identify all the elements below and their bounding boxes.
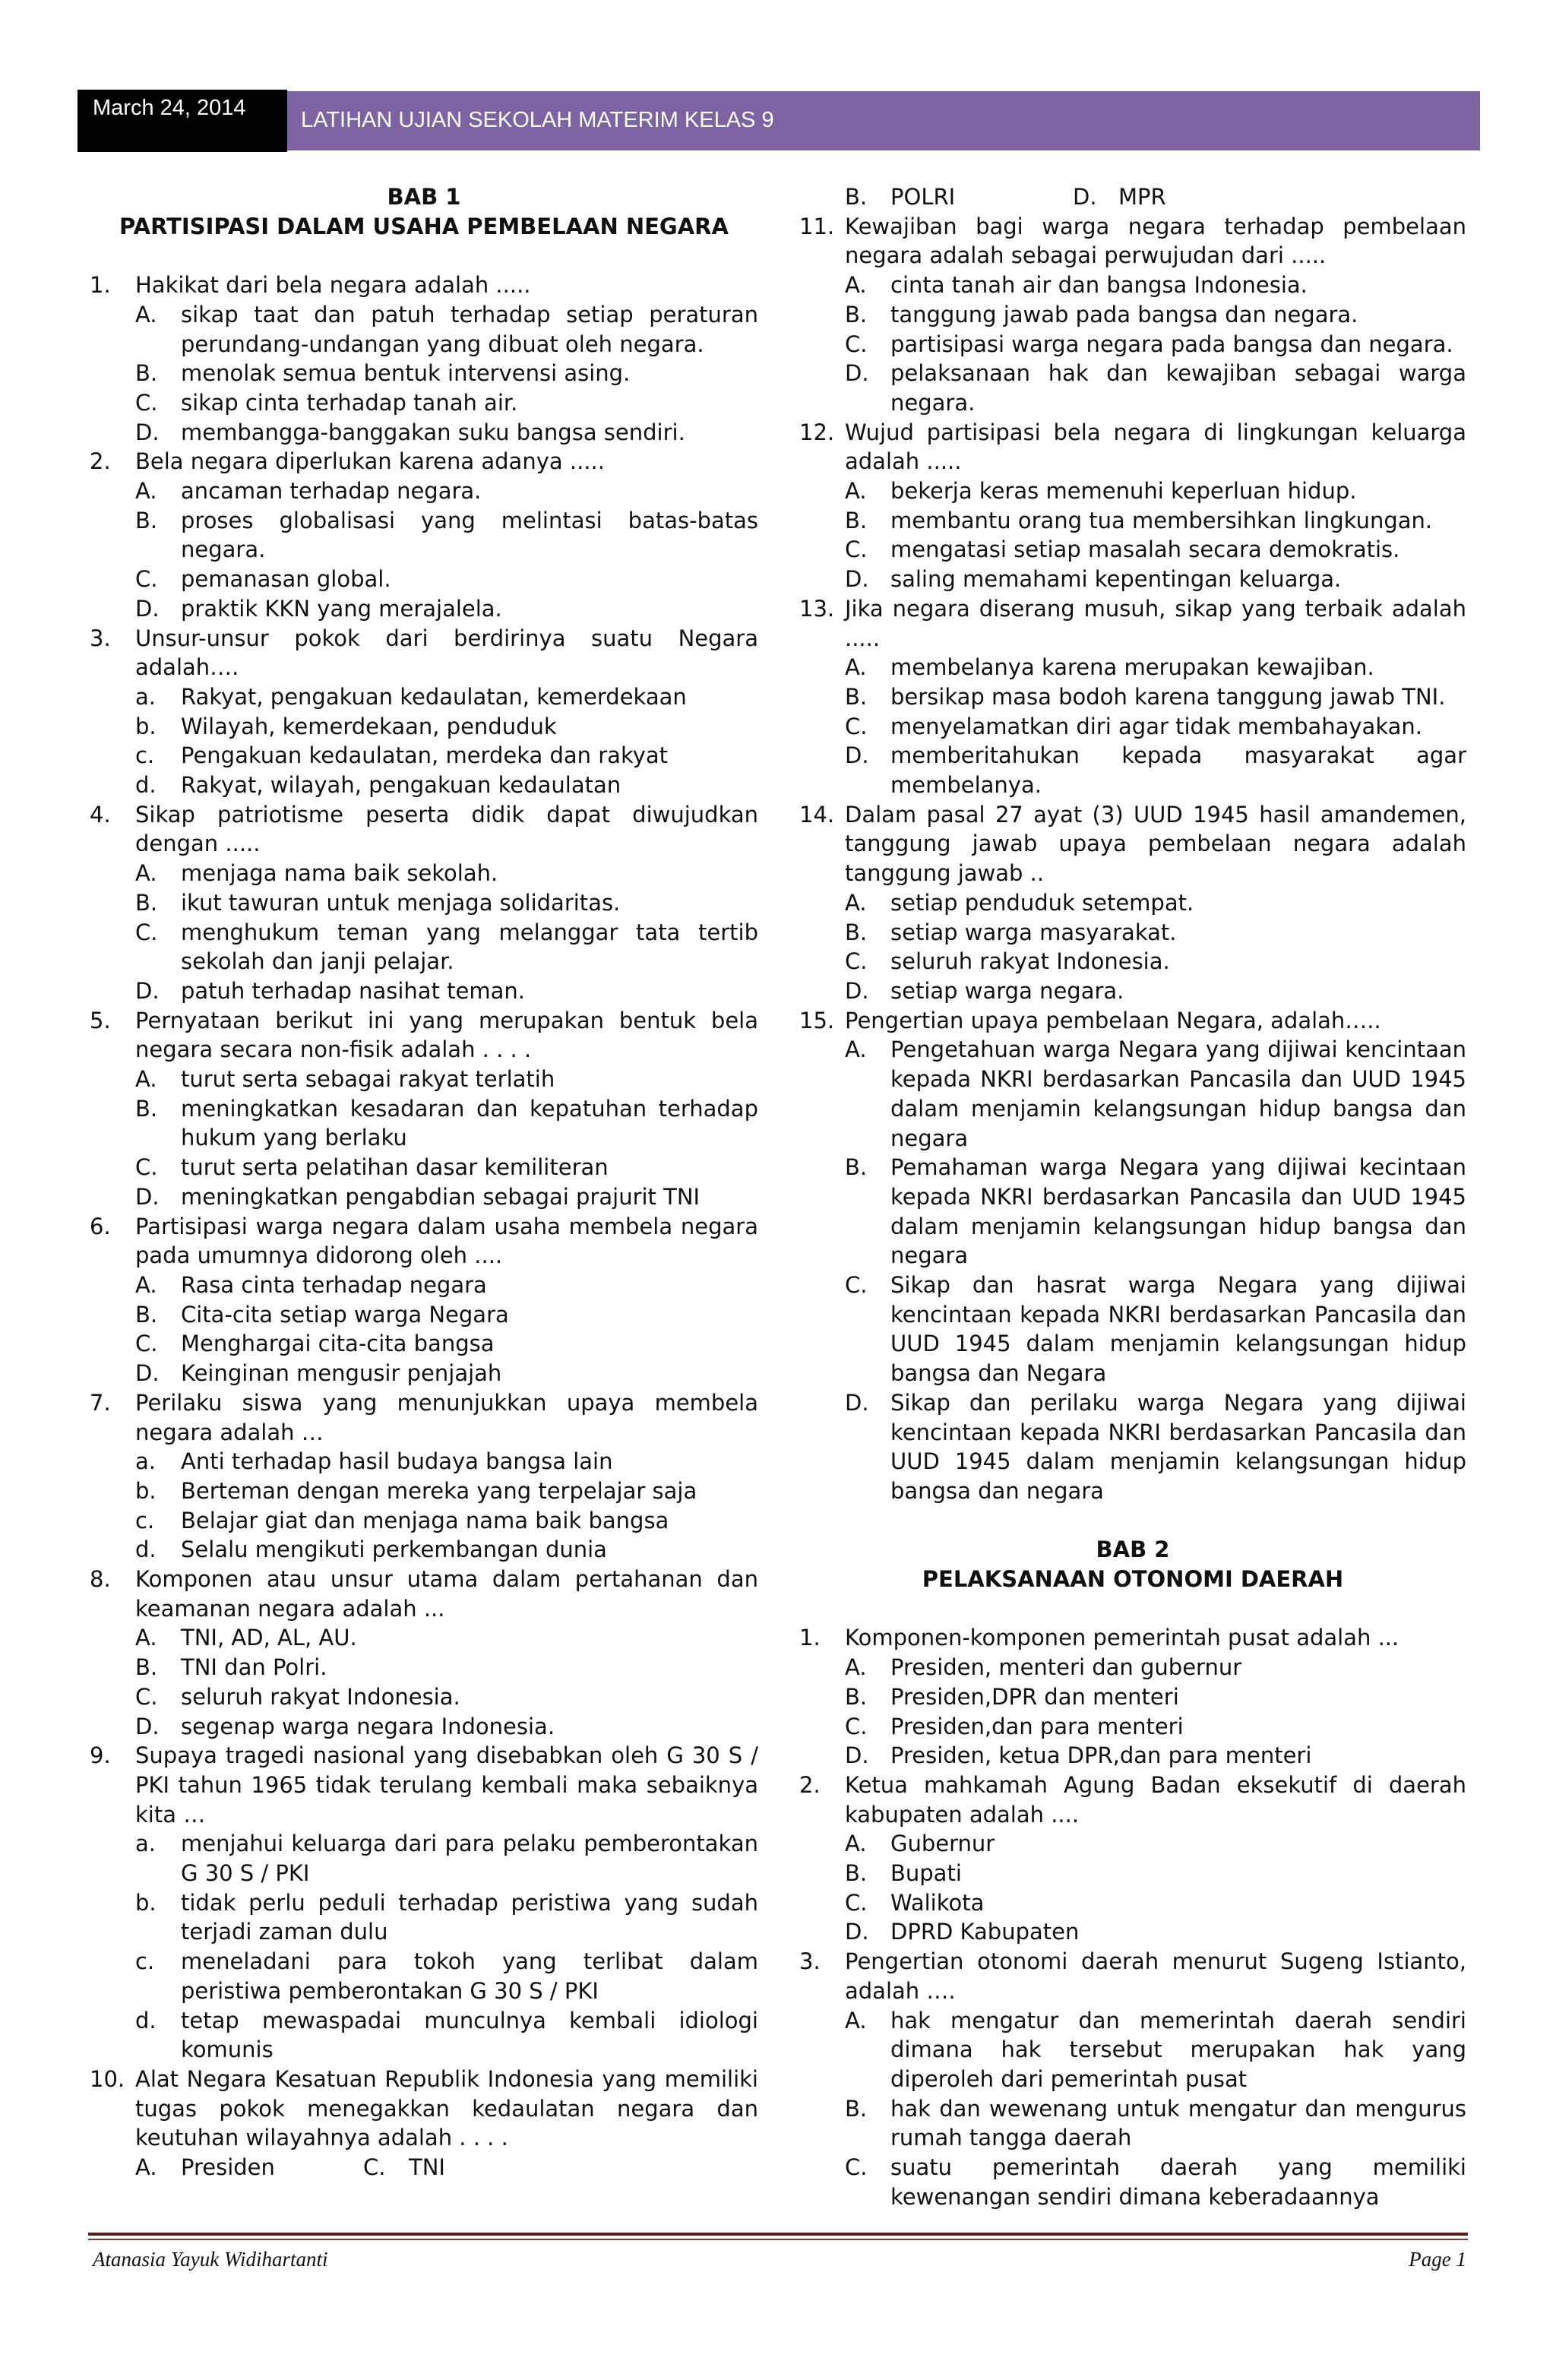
option-text: Rasa cinta terhadap negara: [181, 1272, 487, 1298]
option-letter: D.: [135, 1360, 160, 1387]
option-text: Bupati: [890, 1860, 962, 1887]
question-item: [90, 1212, 758, 1271]
option-text: ikut tawuran untuk menjaga solidaritas.: [181, 889, 621, 916]
option-letter: b.: [135, 1889, 157, 1916]
bab1-question-list: [90, 271, 758, 2065]
question-text: Pernyataan berikut ini yang merupakan bentuk bela negara secara non-fisik adalah . . . .: [135, 1007, 758, 1063]
option-item: [845, 1035, 1466, 1153]
option-letter: D.: [135, 1713, 160, 1739]
option-text: setiap warga negara.: [890, 977, 1124, 1004]
option-letter: A.: [135, 1272, 157, 1298]
option-item: [135, 418, 758, 448]
option-text: Belajar giat dan menjaga nama baik bangsa: [181, 1507, 669, 1533]
question-text: Kewajiban bagi warga negara terhadap pembelaan negara adalah sebagai perwujudan dari .....: [845, 213, 1466, 269]
question-text: Jika negara diserang musuh, sikap yang terbaik adalah .....: [845, 595, 1466, 651]
option-letter: B.: [845, 1860, 868, 1887]
option-letter: B.: [845, 683, 868, 710]
option-letter: D.: [845, 977, 869, 1004]
option-item: [845, 741, 1466, 799]
option-text: pemanasan global.: [181, 566, 391, 593]
option-text: Presiden: [181, 2154, 275, 2181]
option-letter: c.: [135, 1507, 155, 1533]
option-text: Wilayah, kemerdekaan, penduduk: [181, 713, 557, 739]
option-letter: D.: [845, 360, 869, 387]
option-letter: d.: [135, 2007, 157, 2033]
option-item: [135, 859, 758, 888]
option-letter: D.: [1073, 184, 1097, 210]
option-text: menyelamatkan diri agar tidak membahayakan.: [890, 713, 1422, 739]
question-number: 12.: [799, 419, 835, 445]
option-item: [845, 535, 1466, 565]
option-text: patuh terhadap nasihat teman.: [181, 977, 525, 1004]
option-text: membelanya karena merupakan kewajiban.: [890, 654, 1374, 681]
option-text: bekerja keras memenuhi keperluan hidup.: [890, 478, 1357, 505]
option-row: [135, 2153, 758, 2182]
question-text: Wujud partisipasi bela negara di lingkungan keluarga adalah .....: [845, 419, 1466, 475]
option-letter: B.: [845, 1683, 868, 1710]
option-text: menjahui keluarga dari para pelaku pemberontakan G 30 S / PKI: [181, 1831, 758, 1887]
question-item: [799, 594, 1466, 653]
option-item: [135, 1506, 758, 1536]
option-item: [845, 653, 1466, 682]
option-item: [135, 1682, 758, 1712]
question-number: 13.: [799, 595, 835, 622]
option-item: [135, 1153, 758, 1182]
option-letter: D.: [135, 419, 160, 445]
option-text: setiap penduduk setempat.: [890, 889, 1194, 916]
option-item: [845, 330, 1466, 359]
option-text: Presiden,dan para menteri: [890, 1713, 1184, 1739]
option-item: [845, 476, 1466, 506]
option-item: [845, 712, 1466, 742]
option-letter: B.: [135, 360, 158, 387]
option-text: menjaga nama baik sekolah.: [181, 860, 498, 887]
option-item: [135, 300, 758, 359]
option-letter: D.: [845, 566, 869, 593]
option-letter: B.: [135, 1654, 158, 1681]
question-text: Sikap patriotisme peserta didik dapat diwujudkan dengan .....: [135, 801, 758, 857]
option-letter: A.: [845, 2007, 867, 2033]
option-item: [135, 1653, 758, 1682]
option-item: [845, 271, 1466, 300]
footer-rule: [88, 2233, 1468, 2236]
option-letter: B.: [845, 919, 868, 945]
question-text: Pengertian otonomi daerah menurut Sugeng Istianto, adalah ….: [845, 1948, 1466, 2004]
option-letter: a.: [135, 1448, 156, 1475]
option-item: [845, 2153, 1466, 2211]
option-letter: A.: [845, 1831, 867, 1857]
question-item: [90, 800, 758, 859]
option-item: [135, 976, 758, 1006]
option-text: Berteman dengan mereka yang terpelajar saja: [181, 1477, 697, 1504]
option-text: tidak perlu peduli terhadap peristiwa yang sudah terjadi zaman dulu: [181, 1889, 758, 1945]
option-letter: A.: [135, 2154, 157, 2181]
option-item: [845, 682, 1466, 712]
option-item: [135, 1065, 758, 1094]
option-text: ancaman terhadap negara.: [181, 478, 482, 505]
bab1-title: PARTISIPASI DALAM USAHA PEMBELAAN NEGARA: [119, 213, 729, 239]
option-letter: A.: [845, 1654, 867, 1681]
option-item: [135, 1535, 758, 1565]
option-item: [845, 1888, 1466, 1918]
option-letter: C.: [135, 1331, 158, 1357]
question-number: 10.: [90, 2065, 125, 2092]
option-letter: c.: [135, 1948, 155, 1975]
option-letter: A.: [845, 272, 867, 299]
option-letter: B.: [135, 889, 158, 916]
question-item: [90, 1006, 758, 1065]
footer-author: Atanasia Yayuk Widihartanti: [93, 2248, 328, 2271]
option-letter: A.: [845, 654, 867, 681]
option-item: [135, 888, 758, 918]
option-letter: C.: [845, 2154, 868, 2181]
question-item: [90, 624, 758, 682]
option-text: POLRI: [890, 184, 956, 210]
option-letter: C.: [363, 2154, 386, 2181]
option-item: [135, 1623, 758, 1653]
option-letter: C.: [135, 1683, 158, 1710]
option-text: Selalu mengikuti perkembangan dunia: [181, 1537, 607, 1563]
header-date: March 24, 2014: [77, 90, 287, 152]
question-item: [90, 1741, 758, 1829]
option-text: Presiden,DPR dan menteri: [890, 1683, 1179, 1710]
option-text: seluruh rakyat Indonesia.: [890, 948, 1170, 975]
option-letter: C.: [135, 1154, 158, 1181]
bab2-label: BAB 2: [1096, 1537, 1170, 1563]
option-text: saling memahami kepentingan keluarga.: [890, 566, 1342, 593]
option-letter: C.: [845, 948, 868, 975]
option-letter: A.: [135, 860, 157, 887]
option-letter: A.: [845, 478, 867, 505]
option-item: [845, 918, 1466, 948]
question-number: 14.: [799, 801, 835, 828]
option-text: Presiden, menteri dan gubernur: [890, 1654, 1242, 1681]
question-item: [90, 2065, 758, 2153]
option-text: Anti terhadap hasil budaya bangsa lain: [181, 1448, 613, 1475]
option-text: Rakyat, pengakuan kedaulatan, kemerdekaan: [181, 683, 687, 710]
option-letter: C.: [135, 919, 158, 945]
option-item: [135, 682, 758, 712]
option-item: [135, 506, 758, 565]
question-number: 3.: [799, 1948, 821, 1975]
option-item: [845, 976, 1466, 1006]
option-item: [135, 565, 758, 594]
option-text: praktik KKN yang merajalela.: [181, 595, 502, 622]
option-text: memberitahukan kepada masyarakat agar membelanya.: [890, 742, 1466, 799]
option-text: turut serta sebagai rakyat terlatih: [181, 1066, 555, 1093]
option-text: proses globalisasi yang melintasi batas-batas negara.: [181, 507, 758, 563]
question-number: 2.: [799, 1771, 821, 1798]
option-letter: B.: [135, 1095, 158, 1122]
option-text: Presiden, ketua DPR,dan para menteri: [890, 1742, 1312, 1769]
bab1-label: BAB 1: [387, 184, 461, 210]
option-item: [845, 1653, 1466, 1682]
option-letter: D.: [135, 595, 160, 622]
question-item: [799, 212, 1466, 271]
option-letter: D.: [845, 1919, 869, 1945]
question-item: [799, 1771, 1466, 1829]
question-number: 6.: [90, 1213, 111, 1239]
option-letter: A.: [135, 1625, 157, 1651]
option-item: [135, 1182, 758, 1212]
option-text: Pengakuan kedaulatan, merdeka dan rakyat: [181, 742, 669, 769]
question-number: 4.: [90, 801, 111, 828]
option-letter: B.: [845, 301, 868, 328]
option-letter: a.: [135, 683, 156, 710]
option-letter: C.: [845, 1272, 868, 1299]
option-letter: A.: [845, 1037, 867, 1063]
question-item: [90, 1388, 758, 1447]
option-letter: a.: [135, 1831, 156, 1857]
option-text: membangga-banggakan suku bangsa sendiri.: [181, 419, 685, 445]
option-text: Pemahaman warga Negara yang dijiwai kecintaan kepada NKRI berdasarkan Pancasila dan UUD 1945 dalam menjamin kelangsungan hidup bangsa dan negara: [890, 1154, 1466, 1269]
option-text: meneladani para tokoh yang terlibat dalam peristiwa pemberontakan G 30 S / PKI: [181, 1948, 758, 2004]
question-text: Perilaku siswa yang menunjukkan upaya membela negara adalah …: [135, 1389, 758, 1445]
question-text: Bela negara diperlukan karena adanya .....: [135, 448, 605, 475]
option-item: [135, 2006, 758, 2065]
option-item: [845, 1271, 1466, 1388]
option-text: menghukum teman yang melanggar tata tertib sekolah dan janji pelajar.: [181, 919, 758, 975]
question-text: Dalam pasal 27 ayat (3) UUD 1945 hasil amandemen, tanggung jawab upaya pembelaan negara adalah tanggung jawab ..: [845, 801, 1466, 887]
option-item: [845, 506, 1466, 536]
option-item: [845, 1153, 1466, 1271]
option-item: [845, 1917, 1466, 1947]
option-text: TNI: [409, 2154, 445, 2181]
option-text: Sikap dan hasrat warga Negara yang dijiwai kencintaan kepada NKRI berdasarkan Pancasila dan UUD 1945 dalam menjamin kelangsungan hidup bangsa dan Negara: [890, 1272, 1466, 1387]
option-letter: d.: [135, 1537, 157, 1563]
option-item: [135, 1329, 758, 1359]
option-letter: C.: [135, 389, 158, 416]
left-column: [90, 182, 758, 2182]
option-letter: D.: [845, 1742, 869, 1769]
option-text: DPRD Kabupaten: [890, 1919, 1080, 1945]
question-item: [799, 1623, 1466, 1653]
option-letter: B.: [845, 1154, 868, 1181]
option-item: [845, 2094, 1466, 2153]
option-text: Walikota: [890, 1889, 985, 1916]
question-number: 5.: [90, 1007, 111, 1033]
option-text: hak dan wewenang untuk mengatur dan mengurus rumah tangga daerah: [890, 2095, 1466, 2151]
option-text: turut serta pelatihan dasar kemiliteran: [181, 1154, 609, 1181]
option-text: seluruh rakyat Indonesia.: [181, 1683, 460, 1710]
option-item: [135, 1447, 758, 1476]
question-number: 15.: [799, 1007, 835, 1033]
option-text: Rakyat, wilayah, pengakuan kedaulatan: [181, 772, 621, 799]
footer-rule: [88, 2239, 1468, 2240]
question-item: [90, 447, 758, 476]
option-item: [135, 388, 758, 418]
footer-page-number: Page 1: [1409, 2248, 1466, 2271]
option-text: menolak semua bentuk intervensi asing.: [181, 360, 631, 387]
option-item: [845, 1741, 1466, 1771]
option-text: setiap warga masyarakat.: [890, 919, 1177, 945]
option-item: [135, 918, 758, 976]
option-text: tetap mewaspadai munculnya kembali idiologi komunis: [181, 2007, 758, 2063]
option-letter: A.: [845, 889, 867, 916]
option-item: [135, 1476, 758, 1506]
option-text: pelaksanaan hak dan kewajiban sebagai warga negara.: [890, 360, 1466, 416]
option-item: [845, 1829, 1466, 1859]
option-text: cinta tanah air dan bangsa Indonesia.: [890, 272, 1308, 299]
question-number: 1.: [799, 1625, 821, 1651]
question-number: 2.: [90, 448, 111, 475]
option-letter: C.: [845, 1713, 868, 1739]
option-text: Menghargai cita-cita bangsa: [181, 1331, 495, 1357]
option-text: hak mengatur dan memerintah daerah sendiri dimana hak tersebut merupakan hak yang diperoleh dari pemerintah pusat: [890, 2007, 1466, 2092]
option-letter: b.: [135, 1477, 157, 1504]
option-text: mengatasi setiap masalah secara demokratis.: [890, 536, 1400, 563]
option-letter: B.: [135, 1301, 158, 1328]
question-item: [90, 271, 758, 300]
question-text: Supaya tragedi nasional yang disebabkan oleh G 30 S / PKI tahun 1965 tidak terulang kembali maka sebaiknya kita …: [135, 1742, 758, 1828]
question-number: 3.: [90, 625, 111, 651]
question-number: 7.: [90, 1389, 111, 1416]
option-item: [135, 359, 758, 388]
question-text: Pengertian upaya pembelaan Negara, adalah…..: [845, 1007, 1381, 1033]
option-text: meningkatkan pengabdian sebagai prajurit TNI: [181, 1183, 701, 1210]
option-letter: B.: [135, 507, 158, 533]
option-text: Keinginan mengusir penjajah: [181, 1360, 502, 1387]
option-letter: D.: [845, 742, 869, 769]
option-text: Pengetahuan warga Negara yang dijiwai kencintaan kepada NKRI berdasarkan Pancasila dan UUD 1945 dalam menjamin kelangsungan hidup bangsa dan negara: [890, 1037, 1466, 1151]
option-letter: C.: [845, 1889, 868, 1916]
option-item: [135, 1829, 758, 1888]
option-text: sikap cinta terhadap tanah air.: [181, 389, 518, 416]
option-letter: c.: [135, 742, 155, 769]
option-text: tanggung jawab pada bangsa dan negara.: [890, 301, 1358, 328]
question-text: Partisipasi warga negara dalam usaha membela negara pada umumnya didorong oleh ....: [135, 1213, 758, 1269]
question-text: Unsur-unsur pokok dari berdirinya suatu Negara adalah….: [135, 625, 758, 681]
option-item: [845, 1682, 1466, 1712]
question-number: 11.: [799, 213, 835, 239]
question-number: 1.: [90, 272, 111, 299]
right-column: [799, 182, 1466, 2211]
option-letter: A.: [135, 301, 157, 328]
option-text: segenap warga negara Indonesia.: [181, 1713, 555, 1739]
option-letter: B.: [845, 184, 868, 210]
question-item: [90, 1565, 758, 1623]
question-text: Hakikat dari bela negara adalah .....: [135, 272, 531, 299]
question-text: Komponen atau unsur utama dalam pertahanan dan keamanan negara adalah ...: [135, 1566, 758, 1622]
option-item: [135, 1094, 758, 1153]
question-text: Ketua mahkamah Agung Badan eksekutif di daerah kabupaten adalah ....: [845, 1771, 1466, 1828]
option-item: [135, 771, 758, 800]
question-item: [799, 1947, 1466, 2005]
option-text: MPR: [1118, 184, 1166, 210]
option-item: [845, 2006, 1466, 2094]
option-letter: D.: [135, 1183, 160, 1210]
option-text: Sikap dan perilaku warga Negara yang dijiwai kencintaan kepada NKRI berdasarkan Pancasila dan UUD 1945 dalam menjamin kelangsungan hidup bangsa dan negara: [890, 1389, 1466, 1504]
option-item: [135, 476, 758, 506]
option-text: meningkatkan kesadaran dan kepatuhan terhadap hukum yang berlaku: [181, 1095, 758, 1151]
option-letter: A.: [135, 1066, 157, 1093]
option-item: [135, 1300, 758, 1330]
option-item: [845, 359, 1466, 417]
option-letter: C.: [845, 536, 868, 563]
option-text: membantu orang tua membersihkan lingkungan.: [890, 507, 1433, 533]
option-text: bersikap masa bodoh karena tanggung jawab TNI.: [890, 683, 1446, 710]
question-item: [799, 418, 1466, 476]
option-item: [135, 741, 758, 771]
bab1-question-list-continued: [799, 212, 1466, 1506]
option-letter: d.: [135, 772, 157, 799]
option-item: [135, 1359, 758, 1388]
header-title: LATIHAN UJIAN SEKOLAH MATERIM KELAS 9: [287, 91, 1480, 150]
option-item: [135, 1888, 758, 1947]
option-letter: b.: [135, 713, 157, 739]
option-text: TNI dan Polri.: [181, 1654, 327, 1681]
option-letter: C.: [845, 331, 868, 357]
option-item: [845, 1859, 1466, 1888]
option-item: [845, 1388, 1466, 1506]
option-row: [845, 182, 1466, 212]
option-text: Gubernur: [890, 1831, 995, 1857]
option-text: TNI, AD, AL, AU.: [181, 1625, 357, 1651]
option-item: [845, 565, 1466, 594]
option-item: [135, 1712, 758, 1742]
option-letter: D.: [135, 977, 160, 1004]
question-text: Alat Negara Kesatuan Republik Indonesia yang memiliki tugas pokok menegakkan kedaulatan negara dan keutuhan wilayahnya adalah . . . .: [135, 2065, 758, 2151]
option-text: suatu pemerintah daerah yang memiliki kewenangan sendiri dimana keberadaannya: [890, 2154, 1466, 2210]
option-item: [135, 712, 758, 742]
option-text: Cita-cita setiap warga Negara: [181, 1301, 509, 1328]
option-letter: C.: [135, 566, 158, 593]
option-item: [845, 888, 1466, 918]
option-text: partisipasi warga negara pada bangsa dan negara.: [890, 331, 1453, 357]
bab2-title: PELAKSANAAN OTONOMI DAERAH: [922, 1566, 1344, 1593]
option-item: [135, 1947, 758, 2005]
option-text: sikap taat dan patuh terhadap setiap peraturan perundang-undangan yang dibuat oleh negara.: [181, 301, 758, 357]
option-letter: B.: [845, 2095, 868, 2122]
option-letter: D.: [845, 1389, 869, 1416]
question-number: 9.: [90, 1742, 111, 1769]
question-text: Komponen-komponen pemerintah pusat adalah ...: [845, 1625, 1399, 1651]
option-letter: A.: [135, 478, 157, 505]
question-item: [799, 800, 1466, 888]
option-letter: B.: [845, 507, 868, 533]
option-letter: C.: [845, 713, 868, 739]
option-item: [845, 300, 1466, 330]
option-item: [845, 1712, 1466, 1742]
option-item: [845, 947, 1466, 976]
bab2-question-list: [799, 1623, 1466, 2211]
question-number: 8.: [90, 1566, 111, 1593]
option-item: [135, 1271, 758, 1300]
option-item: [135, 594, 758, 624]
question-item: [799, 1006, 1466, 1036]
